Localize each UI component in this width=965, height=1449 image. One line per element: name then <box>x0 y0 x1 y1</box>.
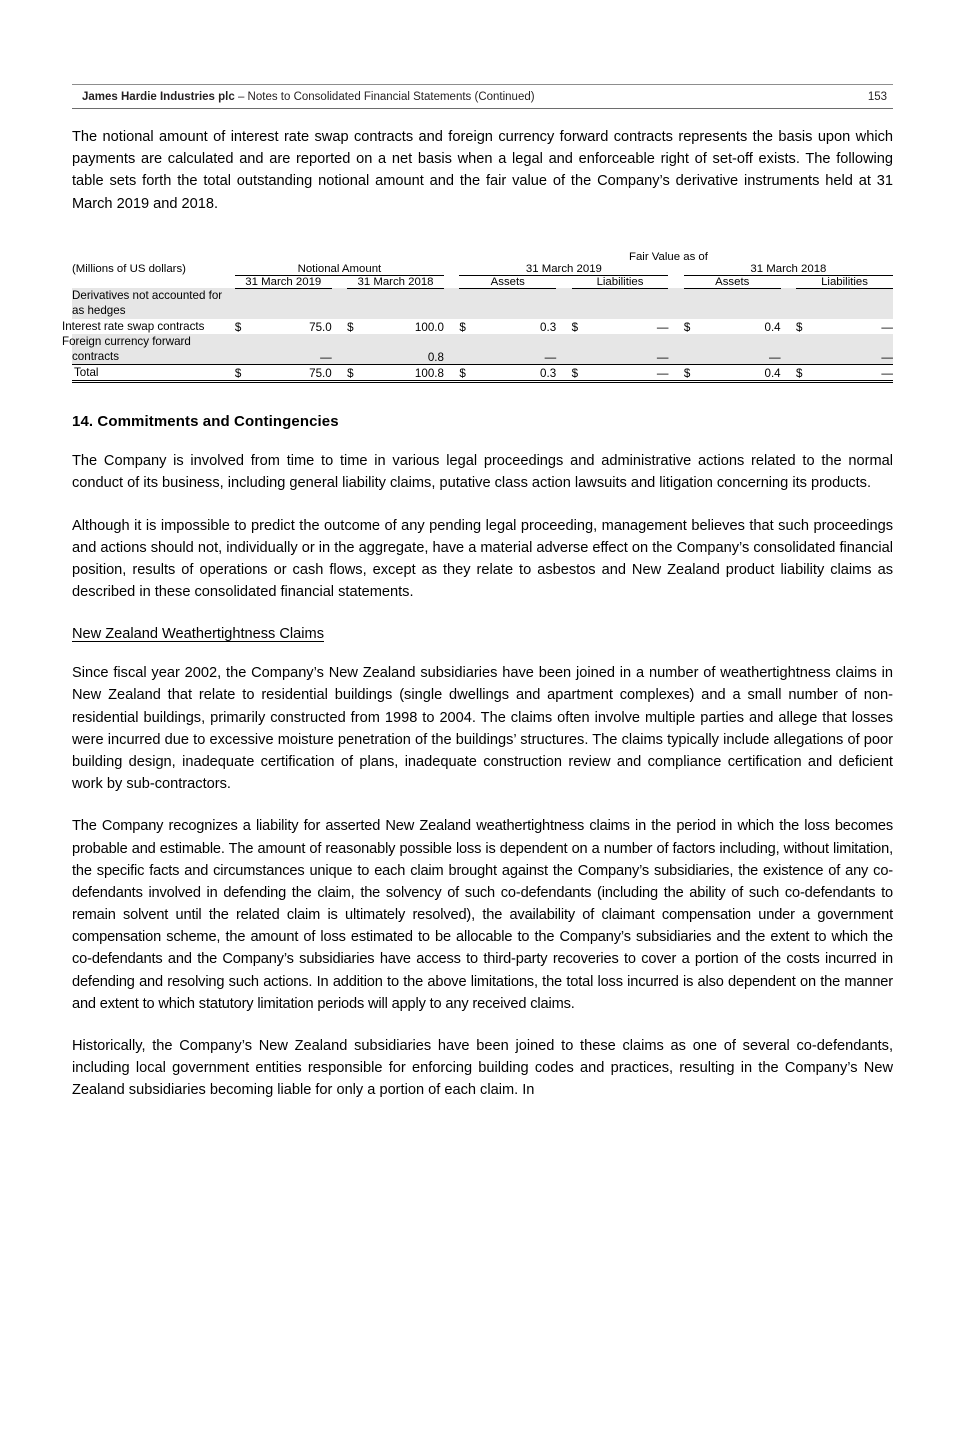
header-title <box>82 91 535 103</box>
cell-currency: $ <box>572 364 590 381</box>
header-bottom-rule <box>72 108 893 109</box>
table-group-header-row <box>72 263 893 276</box>
total-notional-2018: 100.8 <box>365 364 444 381</box>
cell-notional-2019: — <box>320 350 332 364</box>
cell-assets-2018: — <box>769 350 781 364</box>
table-fairvalue-header-row <box>72 251 893 263</box>
section-paragraph-2: Although it is impossible to predict the outcome of any pending legal proceeding, management believes that such proceedings and actions should not, individually or in the aggregate, have a material adverse effect on the Company’s consolidated financial position, results of operations or cash flows, except as they relate to asbestos and New Zealand product liability claims as described in these consolidated financial statements. <box>72 517 893 601</box>
section-label: Derivatives not accounted for as hedges <box>72 289 223 318</box>
document-page <box>0 84 965 1449</box>
intro-paragraph: The notional amount of interest rate swap contracts and foreign currency forward contracts represents the basis upon which payments are calculated and are reported on a net basis when a legal and enforceable right of set-off exists. The following table sets forth the total outstanding notional amount and the fair value of the Company’s derivative instruments held at 31 March 2019 and 2018. <box>72 129 893 212</box>
group-header-fv-2018: 31 March 2018 <box>684 263 893 276</box>
total-notional-2019: 75.0 <box>252 364 331 381</box>
section-heading: 14. Commitments and Contingencies <box>72 413 339 431</box>
total-liabilities-2019: — <box>589 364 668 381</box>
section-paragraph-3: Since fiscal year 2002, the Company’s New Zealand subsidiaries have been joined in a number of weathertightness claims in New Zealand that relate to residential buildings (single dwellings and apartment complexes) and a small number of non-residential buildings, primarily constructed from 1998 to 2004. The claims often involve multiple parties and allege that losses were incurred due to excessive moisture penetration of the buildings’ structures. The claims typically include allegations of poor building design, inadequate certification of plans, inadequate construction review and compliance certification and deficient work by sub-contractors. <box>72 665 893 793</box>
total-assets-2019: 0.3 <box>477 364 556 381</box>
cell-currency <box>459 334 477 365</box>
section-paragraph-1: The Company is involved from time to time in various legal proceedings and administrative actions related to the normal conduct of its business, including general liability claims, putative class action lawsuits and litigation concerning its products. <box>72 453 893 492</box>
cell-liabilities-2019: — <box>656 320 669 334</box>
cell-assets-2018: 0.4 <box>764 320 781 334</box>
row-label: Interest rate swap contracts <box>62 319 205 333</box>
cell-currency <box>572 334 590 365</box>
cell-currency <box>684 334 702 365</box>
col-header-notional-2018: 31 March 2018 <box>347 275 444 288</box>
col-header-notional-2019: 31 March 2019 <box>235 275 332 288</box>
cell-currency: $ <box>459 364 477 381</box>
col-header-assets-2019: Assets <box>459 275 556 288</box>
derivatives-table <box>62 250 893 384</box>
cell-currency: $ <box>235 364 253 381</box>
section-paragraph-5: Historically, the Company’s New Zealand subsidiaries have been joined to these claims as one of several co-defendants, including local government entities responsible for enforcing building codes and practices, resulting in the Company’s New Zealand subsidiaries becoming liable for only a portion of each claim. In <box>72 1037 893 1099</box>
units-label: (Millions of US dollars) <box>72 263 186 276</box>
fair-value-header: Fair Value as of <box>629 250 708 263</box>
cell-currency: $ <box>571 320 579 334</box>
total-label: Total <box>72 364 235 381</box>
col-header-liabilities-2019: Liabilities <box>572 275 669 288</box>
cell-currency: $ <box>796 320 803 334</box>
table-section-row <box>72 288 893 319</box>
page-number: 153 <box>867 91 887 103</box>
cell-liabilities-2018: — <box>881 320 893 334</box>
section-paragraph-4: The Company recognizes a liability for asserted New Zealand weathertightness claims in the period in which the loss becomes probable and estimable. The amount of reasonably possible loss is dependent on a number of factors including, without limitation, the specific facts and circumstances unique to each claim brought against the Company’s subsidiaries, the existence of any co-defendants involved in defending the claim, the solvency of such co-defendants (including the ability of such co-defendants to remain solvent until the related claim is ultimately resolved), the availability of claimant compensation under a government compensation scheme, the amount of loss estimated to be allocable to the Company’s subsidiaries and the extent to which the co-defendants and the Company’s subsidiaries have access to third-party recoveries to cover a portion of the costs incurred in defending and resolving such actions. In addition to the above limitations, the total loss incurred is also dependent on the manner and extent to which statutory limitation periods will apply to any received claims. <box>72 818 893 1012</box>
cell-currency: $ <box>683 320 691 334</box>
page-header <box>72 85 893 108</box>
cell-currency: $ <box>347 320 354 334</box>
table-column-header-row <box>72 275 893 288</box>
row-label: Foreign currency forward contracts <box>62 334 191 363</box>
cell-liabilities-2018: — <box>881 350 893 364</box>
subsection-heading: New Zealand Weathertightness Claims <box>72 626 324 643</box>
cell-currency: $ <box>234 320 242 334</box>
total-liabilities-2018: — <box>814 364 893 381</box>
cell-currency <box>347 334 365 365</box>
cell-currency <box>796 334 814 365</box>
cell-currency: $ <box>459 320 466 334</box>
cell-liabilities-2019: — <box>656 350 669 364</box>
table-row <box>72 319 893 334</box>
cell-notional-2018: 100.0 <box>414 320 444 334</box>
cell-assets-2019: 0.3 <box>540 320 557 334</box>
table-total-row <box>72 364 893 381</box>
cell-assets-2019: — <box>544 350 557 364</box>
cell-currency: $ <box>796 364 814 381</box>
total-assets-2018: 0.4 <box>701 364 780 381</box>
cell-currency: $ <box>347 364 365 381</box>
group-header-notional: Notional Amount <box>235 263 444 276</box>
cell-currency: $ <box>684 364 702 381</box>
header-subtitle: – Notes to Consolidated Financial Statements (Continued) <box>237 91 535 103</box>
cell-notional-2019: 75.0 <box>309 320 332 334</box>
col-header-assets-2018: Assets <box>684 275 781 288</box>
cell-notional-2018: 0.8 <box>427 350 444 364</box>
cell-currency <box>235 334 253 365</box>
group-header-fv-2019: 31 March 2019 <box>459 263 668 276</box>
table-row <box>72 334 893 365</box>
header-company-name: James Hardie Industries plc <box>82 91 235 103</box>
col-header-liabilities-2018: Liabilities <box>796 275 893 288</box>
